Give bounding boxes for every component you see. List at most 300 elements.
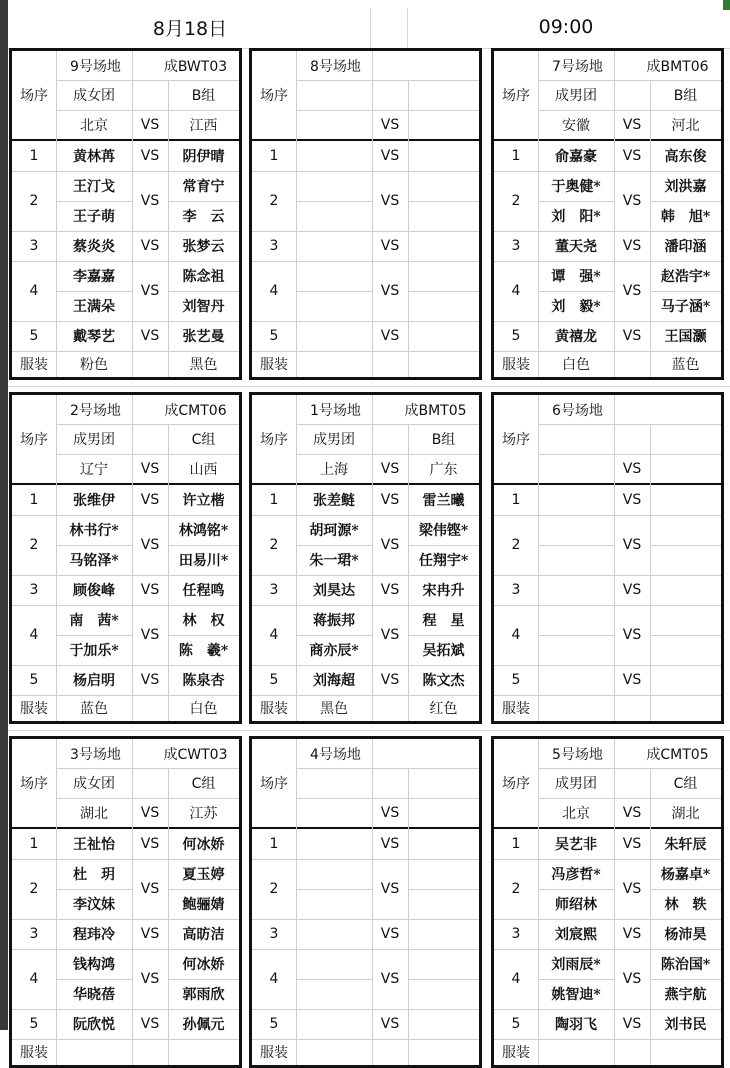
match-number: 1 (29, 836, 39, 852)
team-a[interactable]: 安徽 (562, 117, 590, 134)
date-cell[interactable]: 8月18日 (152, 17, 228, 40)
player-a-cell[interactable]: 胡珂源* (309, 523, 359, 539)
player-b-cell[interactable]: 郭雨欣 (182, 987, 225, 1003)
player-b-cell[interactable]: 韩 旭* (660, 209, 711, 225)
player-a-cell[interactable]: 冯彦哲* (551, 867, 601, 883)
match-number: 3 (511, 582, 521, 598)
costume-label: 服装 (502, 357, 530, 373)
match-number: 3 (29, 926, 39, 942)
player-b-cell[interactable]: 宋冉升 (422, 583, 465, 599)
team-b[interactable]: 河北 (671, 117, 700, 134)
player-b-cell[interactable] (650, 485, 721, 515)
row-header-strip (0, 0, 8, 1030)
match-number: 2 (29, 881, 39, 897)
match-number: 5 (269, 672, 279, 688)
group-name[interactable]: C组 (673, 776, 698, 792)
player-b-cell[interactable] (408, 321, 479, 351)
costume-a[interactable] (296, 351, 372, 377)
player-b-cell[interactable]: 马子涵* (660, 299, 711, 315)
player-b-cell[interactable]: 吴拓斌 (422, 643, 465, 659)
match-number: 5 (29, 328, 39, 344)
player-a-cell[interactable] (296, 1009, 372, 1039)
match-code[interactable]: 成BWT03 (163, 58, 228, 75)
player-a-cell[interactable] (538, 545, 614, 575)
player-a-cell[interactable]: 王子萌 (73, 209, 115, 225)
costume-a[interactable] (56, 1039, 132, 1065)
player-b-cell[interactable] (408, 859, 479, 889)
match-number: 5 (511, 1016, 521, 1032)
player-a-cell[interactable]: 谭 强* (551, 269, 601, 285)
group-name[interactable]: C组 (191, 776, 216, 792)
vs-label: VS (140, 148, 160, 164)
player-b-cell[interactable] (408, 171, 479, 201)
match-code[interactable]: 成CMT05 (646, 746, 709, 763)
player-b-cell[interactable]: 孙佩元 (182, 1017, 225, 1033)
group-name[interactable] (650, 424, 721, 454)
player-a-cell[interactable]: 姚智迪* (551, 987, 601, 1003)
vs-label: VS (380, 926, 400, 942)
match-code[interactable] (392, 51, 479, 80)
team-a[interactable]: 辽宁 (80, 461, 108, 478)
match-number: 1 (511, 836, 521, 852)
vs-label: VS (622, 836, 642, 852)
costume-b[interactable]: 蓝色 (671, 357, 700, 373)
player-b-cell[interactable]: 许立楷 (182, 493, 225, 509)
costume-b[interactable] (650, 695, 721, 721)
costume-a[interactable]: 蓝色 (80, 701, 108, 717)
player-a-cell[interactable]: 张差鲢 (313, 493, 355, 509)
team-b[interactable] (408, 798, 479, 827)
player-a-cell[interactable]: 杨启明 (73, 673, 115, 689)
match-number: 3 (511, 238, 521, 254)
player-a-cell[interactable] (296, 859, 372, 889)
player-b-cell[interactable] (650, 545, 721, 575)
court-name[interactable]: 1号场地 (310, 402, 361, 419)
match-number: 5 (29, 1016, 39, 1032)
vs-label: VS (380, 238, 400, 254)
costume-b[interactable]: 黑色 (189, 357, 218, 373)
player-a-cell[interactable]: 华晓蓓 (73, 987, 115, 1003)
player-b-cell[interactable]: 刘洪嘉 (664, 179, 707, 195)
venue-table (9, 736, 242, 1068)
court-name[interactable]: 4号场地 (310, 746, 361, 763)
match-number: 1 (29, 492, 39, 508)
time-cell[interactable]: 09:00 (538, 16, 594, 38)
match-number: 1 (269, 492, 279, 508)
match-code[interactable] (392, 739, 479, 768)
match-number: 3 (269, 582, 279, 598)
player-b-cell[interactable]: 李 云 (182, 209, 225, 225)
player-a-cell[interactable]: 程玮冷 (73, 927, 115, 943)
match-number: 4 (29, 971, 39, 987)
header-gridline (8, 386, 730, 387)
player-a-cell[interactable]: 马铭泽* (69, 553, 119, 569)
costume-b[interactable] (650, 1039, 721, 1065)
player-a-cell[interactable]: 王祉怡 (73, 837, 115, 853)
player-b-cell[interactable] (408, 949, 479, 979)
player-b-cell[interactable] (408, 1009, 479, 1039)
vs-label: VS (380, 836, 400, 852)
player-b-cell[interactable]: 陈文杰 (422, 673, 465, 689)
header-gridline (407, 8, 408, 48)
team-b[interactable] (650, 454, 721, 483)
vs-label: VS (622, 238, 642, 254)
vs-label: VS (622, 193, 642, 209)
costume-a[interactable] (538, 1039, 614, 1065)
match-number: 4 (269, 283, 279, 299)
player-a-cell[interactable]: 刘海超 (313, 673, 355, 689)
court-name[interactable]: 5号场地 (552, 746, 603, 763)
player-a-cell[interactable] (538, 665, 614, 695)
match-number: 4 (511, 971, 521, 987)
team-a[interactable] (296, 110, 372, 139)
event-name[interactable] (296, 768, 372, 798)
vs-label: VS (140, 328, 160, 344)
event-name[interactable] (538, 424, 614, 454)
costume-b[interactable]: 红色 (429, 701, 458, 717)
match-number: 3 (29, 582, 39, 598)
vs-label: VS (380, 537, 400, 553)
player-a-cell[interactable]: 钱构鸿 (73, 957, 115, 973)
match-code[interactable]: 成CMT06 (164, 402, 227, 419)
vs-label: VS (380, 582, 400, 598)
player-b-cell[interactable]: 刘书民 (664, 1017, 707, 1033)
court-name[interactable]: 2号场地 (70, 402, 121, 419)
match-number: 1 (511, 492, 521, 508)
vs-label: VS (622, 926, 642, 942)
player-a-cell[interactable]: 刘宸熙 (555, 927, 597, 943)
vs-label: VS (140, 881, 160, 897)
player-b-cell[interactable]: 杨嘉卓* (660, 867, 711, 883)
player-a-cell[interactable]: 蒋振邦 (313, 613, 355, 629)
group-name[interactable] (408, 768, 479, 798)
player-a-cell[interactable]: 刘 毅* (551, 299, 601, 315)
match-number: 1 (269, 148, 279, 164)
player-a-cell[interactable]: 刘雨辰* (551, 957, 601, 973)
match-code[interactable]: 成BMT05 (404, 402, 467, 419)
vs-label: VS (622, 460, 642, 477)
player-b-cell[interactable]: 张梦云 (182, 239, 225, 255)
player-b-cell[interactable]: 常育宁 (182, 179, 225, 195)
group-name[interactable] (408, 80, 479, 110)
vs-label: VS (622, 116, 642, 133)
venue-table (491, 392, 724, 724)
player-a-cell[interactable] (296, 291, 372, 321)
vs-label: VS (380, 193, 400, 209)
player-a-cell[interactable] (296, 231, 372, 261)
event-name[interactable]: 成男团 (555, 88, 597, 104)
player-b-cell[interactable]: 张艺曼 (182, 329, 225, 345)
venue-table (9, 48, 242, 380)
vs-label: VS (622, 148, 642, 164)
vs-label: VS (622, 1016, 642, 1032)
vs-label: VS (140, 492, 160, 508)
player-a-cell[interactable] (538, 575, 614, 605)
player-b-cell[interactable]: 雷兰曦 (422, 493, 465, 509)
player-b-cell[interactable]: 陈 羲* (178, 643, 229, 659)
event-name[interactable]: 成女团 (73, 776, 115, 792)
match-code[interactable]: 成BMT06 (646, 58, 709, 75)
match-number: 4 (511, 627, 521, 643)
vs-label: VS (140, 1016, 160, 1032)
match-number: 1 (269, 836, 279, 852)
player-b-cell[interactable] (650, 575, 721, 605)
player-b-cell[interactable]: 陈治国* (660, 957, 711, 973)
player-b-cell[interactable]: 梁伟铿* (418, 523, 469, 539)
match-number: 5 (511, 328, 521, 344)
team-b[interactable]: 湖北 (671, 805, 700, 822)
vs-label: VS (622, 283, 642, 299)
player-b-cell[interactable]: 何冰娇 (182, 837, 225, 853)
player-b-cell[interactable]: 林 权 (182, 613, 225, 629)
player-a-cell[interactable]: 李嘉嘉 (73, 269, 115, 285)
costume-b[interactable] (408, 1039, 479, 1065)
player-b-cell[interactable]: 朱轩辰 (664, 837, 707, 853)
player-a-cell[interactable] (296, 261, 372, 291)
court-name[interactable]: 8号场地 (310, 58, 361, 75)
court-name[interactable]: 7号场地 (552, 58, 603, 75)
team-a[interactable]: 北京 (80, 117, 108, 134)
match-number: 3 (29, 238, 39, 254)
player-a-cell[interactable]: 黄林苒 (73, 149, 115, 165)
player-b-cell[interactable] (408, 979, 479, 1009)
match-number: 3 (511, 926, 521, 942)
player-b-cell[interactable]: 燕宇航 (664, 987, 707, 1003)
vs-label: VS (140, 193, 160, 209)
vs-label: VS (380, 672, 400, 688)
player-b-cell[interactable]: 潘印涵 (664, 239, 707, 255)
costume-a[interactable]: 白色 (562, 357, 590, 373)
player-b-cell[interactable] (650, 515, 721, 545)
player-a-cell[interactable]: 蔡炎炎 (73, 239, 115, 255)
vs-label: VS (380, 116, 400, 133)
vs-label: VS (380, 148, 400, 164)
costume-label: 服装 (260, 357, 288, 373)
costume-b[interactable]: 白色 (189, 701, 218, 717)
team-b[interactable] (408, 110, 479, 139)
header-gridline (370, 8, 371, 48)
event-name[interactable] (296, 80, 372, 110)
match-number: 4 (511, 283, 521, 299)
player-a-cell[interactable]: 刘 阳* (551, 209, 601, 225)
costume-a[interactable]: 黑色 (320, 701, 348, 717)
player-b-cell[interactable] (408, 141, 479, 171)
player-a-cell[interactable]: 于奥健* (551, 179, 601, 195)
costume-b[interactable] (408, 351, 479, 377)
vs-label: VS (622, 881, 642, 897)
match-number: 2 (269, 537, 279, 553)
match-code[interactable] (634, 395, 721, 424)
costume-label: 服装 (20, 701, 48, 717)
player-b-cell[interactable] (408, 919, 479, 949)
player-b-cell[interactable] (408, 201, 479, 231)
team-a[interactable] (538, 454, 614, 483)
player-a-cell[interactable] (538, 485, 614, 515)
team-a[interactable] (296, 798, 372, 827)
player-b-cell[interactable]: 陈泉杏 (182, 673, 225, 689)
player-b-cell[interactable]: 何冰娇 (182, 957, 225, 973)
vs-label: VS (622, 971, 642, 987)
player-a-cell[interactable]: 阮欣悦 (73, 1017, 115, 1033)
match-number: 1 (511, 148, 521, 164)
player-b-cell[interactable]: 杨沛昊 (664, 927, 707, 943)
event-name[interactable]: 成男团 (73, 432, 115, 448)
player-b-cell[interactable]: 高东俊 (664, 149, 707, 165)
match-number: 4 (269, 971, 279, 987)
order-header: 场序 (20, 776, 48, 792)
group-name[interactable]: C组 (191, 432, 216, 448)
player-a-cell[interactable]: 于加乐* (69, 643, 119, 659)
group-name[interactable]: B组 (191, 88, 216, 104)
team-b[interactable]: 山西 (189, 461, 218, 478)
team-a[interactable]: 北京 (562, 805, 590, 822)
player-a-cell[interactable]: 王汀戈 (73, 179, 115, 195)
order-header: 场序 (502, 776, 530, 792)
player-b-cell[interactable]: 夏玉婷 (182, 867, 225, 883)
player-b-cell[interactable]: 任翔宇* (418, 553, 469, 569)
player-b-cell[interactable]: 刘智丹 (182, 299, 225, 315)
player-a-cell[interactable]: 陶羽飞 (555, 1017, 597, 1033)
player-b-cell[interactable] (408, 829, 479, 859)
vs-label: VS (140, 537, 160, 553)
court-name[interactable]: 9号场地 (70, 58, 121, 75)
player-a-cell[interactable] (296, 829, 372, 859)
player-a-cell[interactable] (538, 515, 614, 545)
match-number: 5 (269, 1016, 279, 1032)
order-header: 场序 (260, 776, 288, 792)
player-a-cell[interactable]: 黄禧龙 (555, 329, 597, 345)
player-a-cell[interactable]: 顾俊峰 (73, 583, 115, 599)
match-number: 5 (511, 672, 521, 688)
player-b-cell[interactable] (408, 231, 479, 261)
order-header: 场序 (20, 88, 48, 104)
match-number: 5 (269, 328, 279, 344)
court-name[interactable]: 6号场地 (552, 402, 603, 419)
costume-a[interactable]: 粉色 (80, 357, 108, 373)
order-header: 场序 (260, 88, 288, 104)
player-b-cell[interactable]: 程 星 (422, 613, 465, 629)
vs-label: VS (622, 582, 642, 598)
player-b-cell[interactable]: 田易川* (178, 553, 229, 569)
player-a-cell[interactable]: 张维伊 (73, 493, 115, 509)
player-a-cell[interactable]: 杜 玥 (73, 867, 115, 883)
player-a-cell[interactable] (296, 919, 372, 949)
vs-label: VS (622, 328, 642, 344)
player-a-cell[interactable] (538, 635, 614, 665)
vs-label: VS (140, 926, 160, 942)
match-number: 2 (269, 193, 279, 209)
player-b-cell[interactable]: 林 轶 (664, 897, 707, 913)
cell-cursor-mark (723, 0, 730, 10)
costume-label: 服装 (260, 1045, 288, 1061)
player-a-cell[interactable]: 董天尧 (555, 239, 597, 255)
order-header: 场序 (502, 88, 530, 104)
player-a-cell[interactable]: 王满朵 (73, 299, 115, 315)
event-name[interactable]: 成男团 (313, 432, 355, 448)
player-b-cell[interactable]: 林鸿铭* (178, 523, 229, 539)
player-b-cell[interactable] (408, 291, 479, 321)
player-b-cell[interactable]: 王国灏 (664, 329, 707, 345)
vs-label: VS (140, 238, 160, 254)
court-name[interactable]: 3号场地 (70, 746, 121, 763)
player-a-cell[interactable]: 戴琴艺 (73, 329, 115, 345)
team-a[interactable]: 上海 (320, 461, 348, 478)
player-b-cell[interactable] (650, 635, 721, 665)
player-a-cell[interactable]: 商亦辰* (309, 643, 359, 659)
venue-table (249, 736, 482, 1068)
player-a-cell[interactable]: 李汶妹 (73, 897, 115, 913)
venue-table (249, 392, 482, 724)
vs-label: VS (622, 804, 642, 821)
costume-b[interactable] (168, 1039, 239, 1065)
costume-label: 服装 (20, 357, 48, 373)
order-header: 场序 (20, 432, 48, 448)
player-b-cell[interactable] (408, 889, 479, 919)
player-a-cell[interactable] (296, 171, 372, 201)
player-b-cell[interactable]: 任程鸣 (182, 583, 225, 599)
event-name[interactable]: 成男团 (555, 776, 597, 792)
match-number: 2 (511, 537, 521, 553)
vs-label: VS (380, 492, 400, 508)
match-number: 4 (269, 627, 279, 643)
vs-label: VS (140, 283, 160, 299)
player-b-cell[interactable]: 赵浩宇* (660, 269, 711, 285)
vs-label: VS (140, 804, 160, 821)
vs-label: VS (140, 582, 160, 598)
player-b-cell[interactable] (650, 665, 721, 695)
vs-label: VS (380, 328, 400, 344)
player-a-cell[interactable] (296, 321, 372, 351)
player-a-cell[interactable] (296, 949, 372, 979)
player-b-cell[interactable]: 阴伊晴 (182, 149, 225, 165)
player-a-cell[interactable] (296, 979, 372, 1009)
player-b-cell[interactable] (650, 605, 721, 635)
player-b-cell[interactable] (408, 261, 479, 291)
player-a-cell[interactable] (296, 201, 372, 231)
player-a-cell[interactable] (296, 141, 372, 171)
venue-table (249, 48, 482, 380)
group-name[interactable]: B组 (673, 88, 698, 104)
costume-a[interactable] (538, 695, 614, 721)
player-b-cell[interactable]: 陈念祖 (182, 269, 225, 285)
group-name[interactable]: B组 (431, 432, 456, 448)
team-b[interactable]: 江苏 (189, 805, 218, 822)
player-b-cell[interactable]: 鲍骊婧 (182, 897, 225, 913)
player-a-cell[interactable]: 师绍林 (555, 897, 597, 913)
player-a-cell[interactable] (296, 889, 372, 919)
player-a-cell[interactable]: 俞嘉豪 (555, 149, 597, 165)
vs-label: VS (380, 1016, 400, 1032)
player-a-cell[interactable]: 林书行* (69, 523, 119, 539)
team-b[interactable]: 广东 (429, 461, 458, 478)
player-a-cell[interactable]: 朱一珺* (309, 553, 359, 569)
player-a-cell[interactable]: 南 茜* (69, 613, 119, 629)
vs-label: VS (380, 460, 400, 477)
match-number: 3 (269, 238, 279, 254)
order-header: 场序 (502, 432, 530, 448)
event-name[interactable]: 成女团 (73, 88, 115, 104)
match-code[interactable]: 成CWT03 (163, 746, 228, 763)
costume-label: 服装 (502, 1045, 530, 1061)
player-a-cell[interactable] (538, 605, 614, 635)
player-a-cell[interactable]: 吴艺非 (555, 837, 597, 853)
team-a[interactable]: 湖北 (80, 805, 108, 822)
costume-a[interactable] (296, 1039, 372, 1065)
player-a-cell[interactable]: 刘昊达 (313, 583, 355, 599)
player-b-cell[interactable]: 高昉洁 (182, 927, 225, 943)
team-b[interactable]: 江西 (189, 117, 218, 134)
vs-label: VS (140, 460, 160, 477)
